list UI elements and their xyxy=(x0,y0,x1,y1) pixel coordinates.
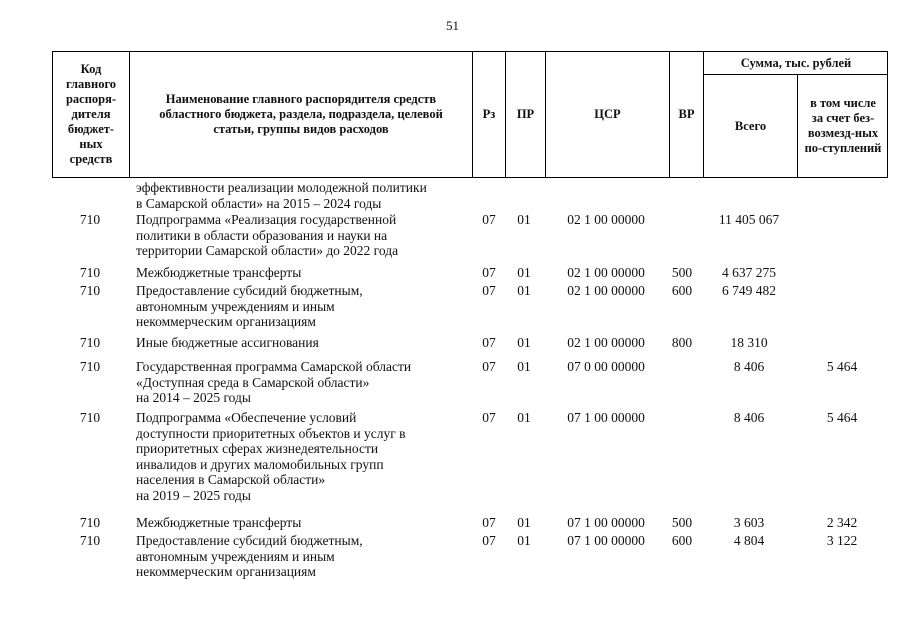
cell-total: 8 406 xyxy=(733,359,765,374)
cell-free: 3 122 xyxy=(826,533,858,548)
name-line: в Самарской области» на 2015 – 2024 годы xyxy=(136,195,382,211)
cell-pr: 01 xyxy=(517,515,531,530)
cell-name xyxy=(136,359,476,406)
cell-name xyxy=(136,515,476,531)
header-pr: ПР xyxy=(516,107,535,121)
cell-csr: 07 1 00 00000 xyxy=(567,515,645,530)
cell-csr: 07 0 00 00000 xyxy=(567,359,645,374)
cell-free: 5 464 xyxy=(826,410,858,425)
header-code: Код главного распоря-дителя бюджет-ных средств xyxy=(65,62,117,166)
table-header xyxy=(52,51,888,178)
name-line: территории Самарской области» до 2022 года xyxy=(136,243,399,258)
name-line: эффективности реализации молодежной политики xyxy=(136,180,427,195)
cell-name xyxy=(136,283,476,330)
name-line: Предоставление субсидий бюджетным, xyxy=(136,283,363,298)
cell-code: 710 xyxy=(79,515,101,530)
cell-rz: 07 xyxy=(482,359,496,374)
cell-pr: 01 xyxy=(517,212,531,227)
cell-vr: 500 xyxy=(671,515,693,530)
cell-pr: 01 xyxy=(517,359,531,374)
header-name: Наименование главного распорядителя средств областного бюджета, раздела, подраздела, целевой статьи, группы видов расходов xyxy=(159,92,443,136)
name-line: Предоставление субсидий бюджетным, xyxy=(136,533,363,548)
name-line: Иные бюджетные ассигнования xyxy=(136,335,319,350)
cell-pr: 01 xyxy=(517,533,531,548)
cell-vr: 800 xyxy=(671,335,693,350)
cell-rz: 07 xyxy=(482,335,496,350)
cell-total: 11 405 067 xyxy=(718,212,780,227)
header-free: в том числе за счет без-возмезд-ных по-ступлений xyxy=(804,96,882,155)
name-line: приоритетных сферах жизнедеятельности xyxy=(136,441,379,456)
cell-code: 710 xyxy=(79,335,101,350)
cell-rz: 07 xyxy=(482,410,496,425)
cell-pr: 01 xyxy=(517,265,531,280)
cell-csr: 02 1 00 00000 xyxy=(567,335,645,350)
header-rz: Рз xyxy=(482,107,496,121)
name-line: автономным учреждениям и иным xyxy=(136,298,335,314)
name-line: доступности приоритетных объектов и услуг в xyxy=(136,425,406,441)
header-total: Всего xyxy=(734,118,767,133)
name-line: на 2014 – 2025 годы xyxy=(136,390,251,405)
cell-rz: 07 xyxy=(482,212,496,227)
name-line: населения в Самарской области» xyxy=(136,472,326,487)
header-csr: ЦСР xyxy=(594,107,621,121)
cell-code: 710 xyxy=(79,533,101,548)
cell-rz: 07 xyxy=(482,283,496,298)
cell-csr: 02 1 00 00000 xyxy=(567,283,645,298)
cell-code: 710 xyxy=(79,265,101,280)
name-line: автономным учреждениям и иным xyxy=(136,548,335,564)
cell-pr: 01 xyxy=(517,283,531,298)
cell-total: 3 603 xyxy=(733,515,765,530)
name-line: инвалидов и других маломобильных групп xyxy=(136,456,384,472)
cell-pr: 01 xyxy=(517,335,531,350)
name-line: некоммерческим организациям xyxy=(136,564,316,579)
cell-vr: 600 xyxy=(671,283,693,298)
cell-csr: 02 1 00 00000 xyxy=(567,212,645,227)
name-line: Межбюджетные трансферты xyxy=(136,265,302,280)
header-sum: Сумма, тыс. рублей xyxy=(740,55,852,70)
name-line: «Доступная среда в Самарской области» xyxy=(136,374,370,390)
cell-rz: 07 xyxy=(482,515,496,530)
cell-csr: 07 1 00 00000 xyxy=(567,410,645,425)
cell-code: 710 xyxy=(79,212,101,227)
page-number: 51 xyxy=(446,18,459,33)
cell-name xyxy=(136,265,476,281)
cell-csr: 07 1 00 00000 xyxy=(567,533,645,548)
name-line: некоммерческим организациям xyxy=(136,314,316,329)
cell-code: 710 xyxy=(79,359,101,374)
name-line: Государственная программа Самарской области xyxy=(136,359,412,374)
cell-total: 4 637 275 xyxy=(722,265,776,280)
cell-name xyxy=(136,180,476,211)
cell-free: 2 342 xyxy=(826,515,858,530)
cell-code: 710 xyxy=(79,283,101,298)
cell-name xyxy=(136,410,476,503)
cell-name xyxy=(136,335,476,351)
cell-vr: 600 xyxy=(671,533,693,548)
name-line: Подпрограмма «Реализация государственной xyxy=(136,212,397,227)
cell-name xyxy=(136,212,476,259)
name-line: на 2019 – 2025 годы xyxy=(136,487,251,503)
cell-total: 8 406 xyxy=(733,410,765,425)
cell-csr: 02 1 00 00000 xyxy=(567,265,645,280)
cell-pr: 01 xyxy=(517,410,531,425)
name-line: Подпрограмма «Обеспечение условий xyxy=(136,410,357,425)
name-line: Межбюджетные трансферты xyxy=(136,515,302,530)
cell-code: 710 xyxy=(79,410,101,425)
cell-total: 6 749 482 xyxy=(722,283,776,298)
cell-rz: 07 xyxy=(482,533,496,548)
header-vr: ВР xyxy=(678,107,695,121)
name-line: политики в области образования и науки на xyxy=(136,227,388,243)
cell-total: 4 804 xyxy=(733,533,765,548)
cell-total: 18 310 xyxy=(730,335,768,350)
cell-free: 5 464 xyxy=(826,359,858,374)
cell-rz: 07 xyxy=(482,265,496,280)
cell-name xyxy=(136,533,476,580)
cell-vr: 500 xyxy=(671,265,693,280)
